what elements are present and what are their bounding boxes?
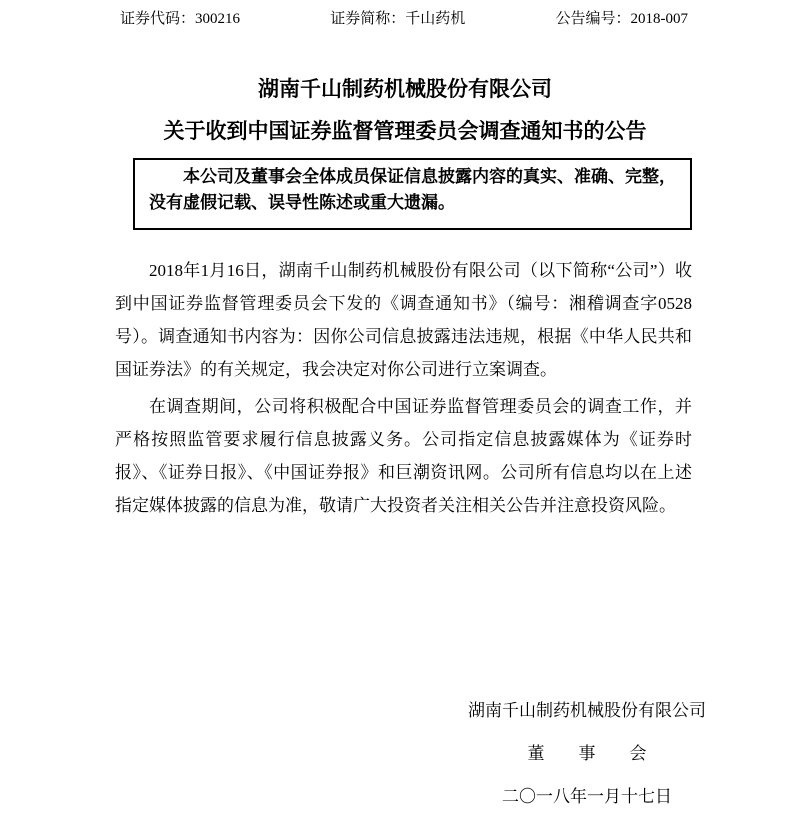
signature-company: 湖南千山制药机械股份有限公司 xyxy=(468,701,706,720)
stock-name-label: 证券简称： xyxy=(330,11,406,27)
announcement-number-value: 2018-007 xyxy=(630,11,688,27)
declaration-text: 本公司及董事会全体成员保证信息披露内容的真实、准确、完整，没有虚假记载、误导性陈述或重大遗漏。 xyxy=(149,167,676,212)
declaration-box xyxy=(133,158,692,230)
signature-block xyxy=(457,700,717,808)
announcement-number xyxy=(555,9,688,29)
announcement-title: 关于收到中国证券监督管理委员会调查通知书的公告 xyxy=(163,119,647,143)
signature-date: 二〇一八年一月十七日 xyxy=(502,787,672,806)
stock-code-label: 证券代码： xyxy=(120,11,196,27)
stock-code xyxy=(120,9,240,29)
stock-name xyxy=(330,9,465,29)
securities-info-header xyxy=(0,0,790,29)
announcement-body xyxy=(115,254,692,522)
stock-code-value: 300216 xyxy=(195,11,241,27)
company-title: 湖南千山制药机械股份有限公司 xyxy=(258,77,552,101)
announcement-number-label: 公告编号： xyxy=(555,11,631,27)
signature-board: 董 事 会 xyxy=(527,744,647,763)
body-paragraph-2: 在调查期间，公司将积极配合中国证券监督管理委员会的调查工作，并严格按照监管要求履行信息披露义务。公司指定信息披露媒体为《证券时报》、《证券日报》、《中国证券报》和巨潮资讯网。公司所有信息均以在上述指定媒体披露的信息为准，敬请广大投资者关注相关公告并注意投资风险。 xyxy=(115,397,692,515)
body-paragraph-1: 2018年1月16日，湖南千山制药机械股份有限公司（以下简称“公司”）收到中国证券监督管理委员会下发的《调查通知书》（编号：湘稽调查字0528号）。调查通知书内容为：因你公司信息披露违法违规，根据《中华人民共和国证券法》的有关规定，我会决定对你公司进行立案调查。 xyxy=(115,261,692,379)
stock-name-value: 千山药机 xyxy=(405,11,466,27)
